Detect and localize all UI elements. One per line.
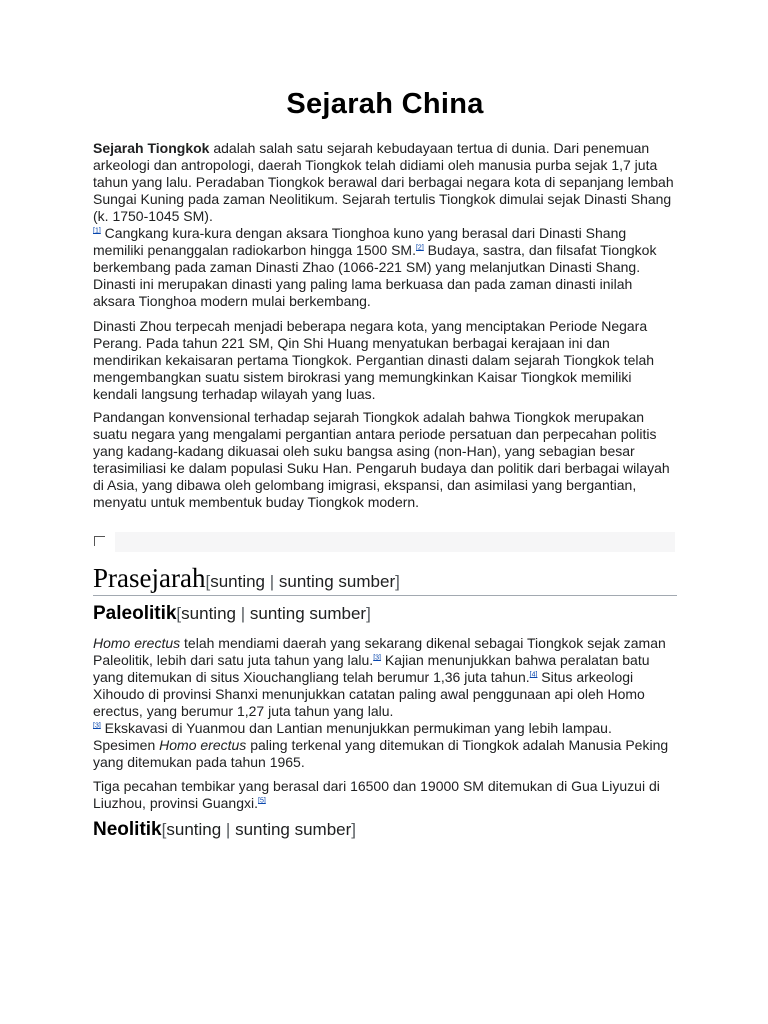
citation-link[interactable]: [1] <box>93 227 101 235</box>
body-paragraph: Pandangan konvensional terhadap sejarah Tiongkok adalah bahwa Tiongkok merupakan suatu negara yang mengalami pergantian antara periode persatuan dan perpecahan politis yang kadang-kadang dikuasai oleh suku bangsa asing (non-Han), yang sebagian besar terasimiliasi ke dalam populasi Suku Han. Pengaruh budaya dan politik dari berbagai wilayah di Asia, yang dibawa oleh gelombang imigrasi, ekspansi, dan asimilasi yang bergantian, menyatu untuk membentuk buday Tiongkok modern. <box>93 409 670 510</box>
intro-text-3: Budaya, sastra, dan filsafat Tiongkok berkembang pada zaman Dinasti Zhao (1066-221 SM) yang melanjutkan Dinasti Shang. Dinasti ini merupakan dinasti yang paling lama berkuasa dan pada zaman dinasti inilah aksara Tionghoa modern mulai berkembang. <box>93 242 657 309</box>
intro-paragraph <box>93 140 677 310</box>
paleo-text-5: paling terkenal yang ditemukan di Tiongkok adalah Manusia Peking yang ditemukan pada tahun 1965. <box>93 737 669 770</box>
edit-section-links: [sunting | sunting sumber] <box>205 572 400 591</box>
section-title: Prasejarah <box>93 563 206 593</box>
paleolithic-paragraph-2 <box>93 778 677 812</box>
subsection-title: Paleolitik <box>93 603 177 624</box>
edit-link[interactable]: sunting <box>181 604 236 623</box>
paleo-text-2: Kajian menunjukkan bahwa peralatan batu yang ditemukan di situs Xiouchangliang telah berumur 1,36 juta tahun. <box>93 652 650 685</box>
subsection-title: Neolitik <box>93 819 162 840</box>
body-paragraph: Dinasti Zhou terpecah menjadi beberapa negara kota, yang menciptakan Periode Negara Perang. Pada tahun 221 SM, Qin Shi Huang menyatukan berbagai kerajaan ini dan mendirikan kekaisaran pertama Tiongkok. Pergantian dinasti dalam sejarah Tiongkok telah mengembangkan suatu sistem birokrasi yang memungkinkan Kaisar Tiongkok memiliki kendali langsung terhadap wilayah yang luas. <box>93 318 655 402</box>
intro-text-1: adalah salah satu sejarah kebudayaan tertua di dunia. Dari penemuan arkeologi dan antropologi, daerah Tiongkok telah didiami oleh manusia purba sejak 1,7 juta tahun yang lalu. Peradaban Tiongkok berawal dari berbagai negara kota di sepanjang lembah Sungai Kuning pada zaman Neolitikum. Sejarah tertulis Tiongkok dimulai sejak Dinasti Shang (k. 1750-1045 SM). <box>93 140 674 224</box>
paleolithic-paragraph <box>93 635 677 771</box>
toc-toggle-checkbox[interactable] <box>94 536 105 546</box>
citation-link[interactable]: [3] <box>373 654 381 662</box>
paleo-text-1: telah mendiami daerah yang sekarang dikenal sebagai Tiongkok sejak zaman Paleolitik, lebih dari satu juta tahun yang lalu. <box>93 635 666 668</box>
edit-link[interactable]: sunting <box>210 572 266 591</box>
species-name: Homo erectus <box>159 737 247 753</box>
edit-source-link[interactable]: sunting sumber <box>249 604 367 623</box>
citation-link[interactable]: [3] <box>93 722 101 730</box>
edit-section-links: [sunting | sunting sumber] <box>176 604 371 623</box>
edit-link[interactable]: sunting <box>166 820 222 839</box>
page-title: Sejarah China <box>286 88 484 120</box>
paleo-text-3: Situs arkeologi Xihoudo di provinsi Shanxi menunjukkan catatan paling awal penggunaan api oleh Homo erectus, yang berumur 1,27 juta tahun yang lalu. <box>93 669 645 719</box>
citation-link[interactable]: [4] <box>529 671 538 679</box>
edit-source-link[interactable]: sunting sumber <box>235 820 352 839</box>
citation-link[interactable]: [2] <box>415 244 424 252</box>
species-name: Homo erectus <box>93 635 181 651</box>
paleo2-text: Tiga pecahan tembikar yang berasal dari 16500 dan 19000 SM ditemukan di Gua Liyuzui di Liuzhou, provinsi Guangxi. <box>93 778 660 811</box>
section-heading-prasejarah <box>93 563 677 596</box>
table-of-contents <box>115 532 675 552</box>
intro-bold-term: Sejarah Tiongkok <box>93 140 210 156</box>
paleo-text-4: Ekskavasi di Yuanmou dan Lantian menunjukkan permukiman yang lebih lampau. Spesimen <box>93 720 612 753</box>
citation-link[interactable]: [5] <box>258 797 266 805</box>
intro-text-2: Cangkang kura-kura dengan aksara Tionghoa kuno yang berasal dari Dinasti Shang memiliki penanggalan radiokarbon hingga 1500 SM. <box>93 225 627 258</box>
edit-section-links: [sunting | sunting sumber] <box>161 820 357 839</box>
subsection-heading-neolitik <box>93 818 356 841</box>
subsection-heading-paleolitik <box>93 602 371 625</box>
edit-source-link[interactable]: sunting sumber <box>278 572 396 591</box>
